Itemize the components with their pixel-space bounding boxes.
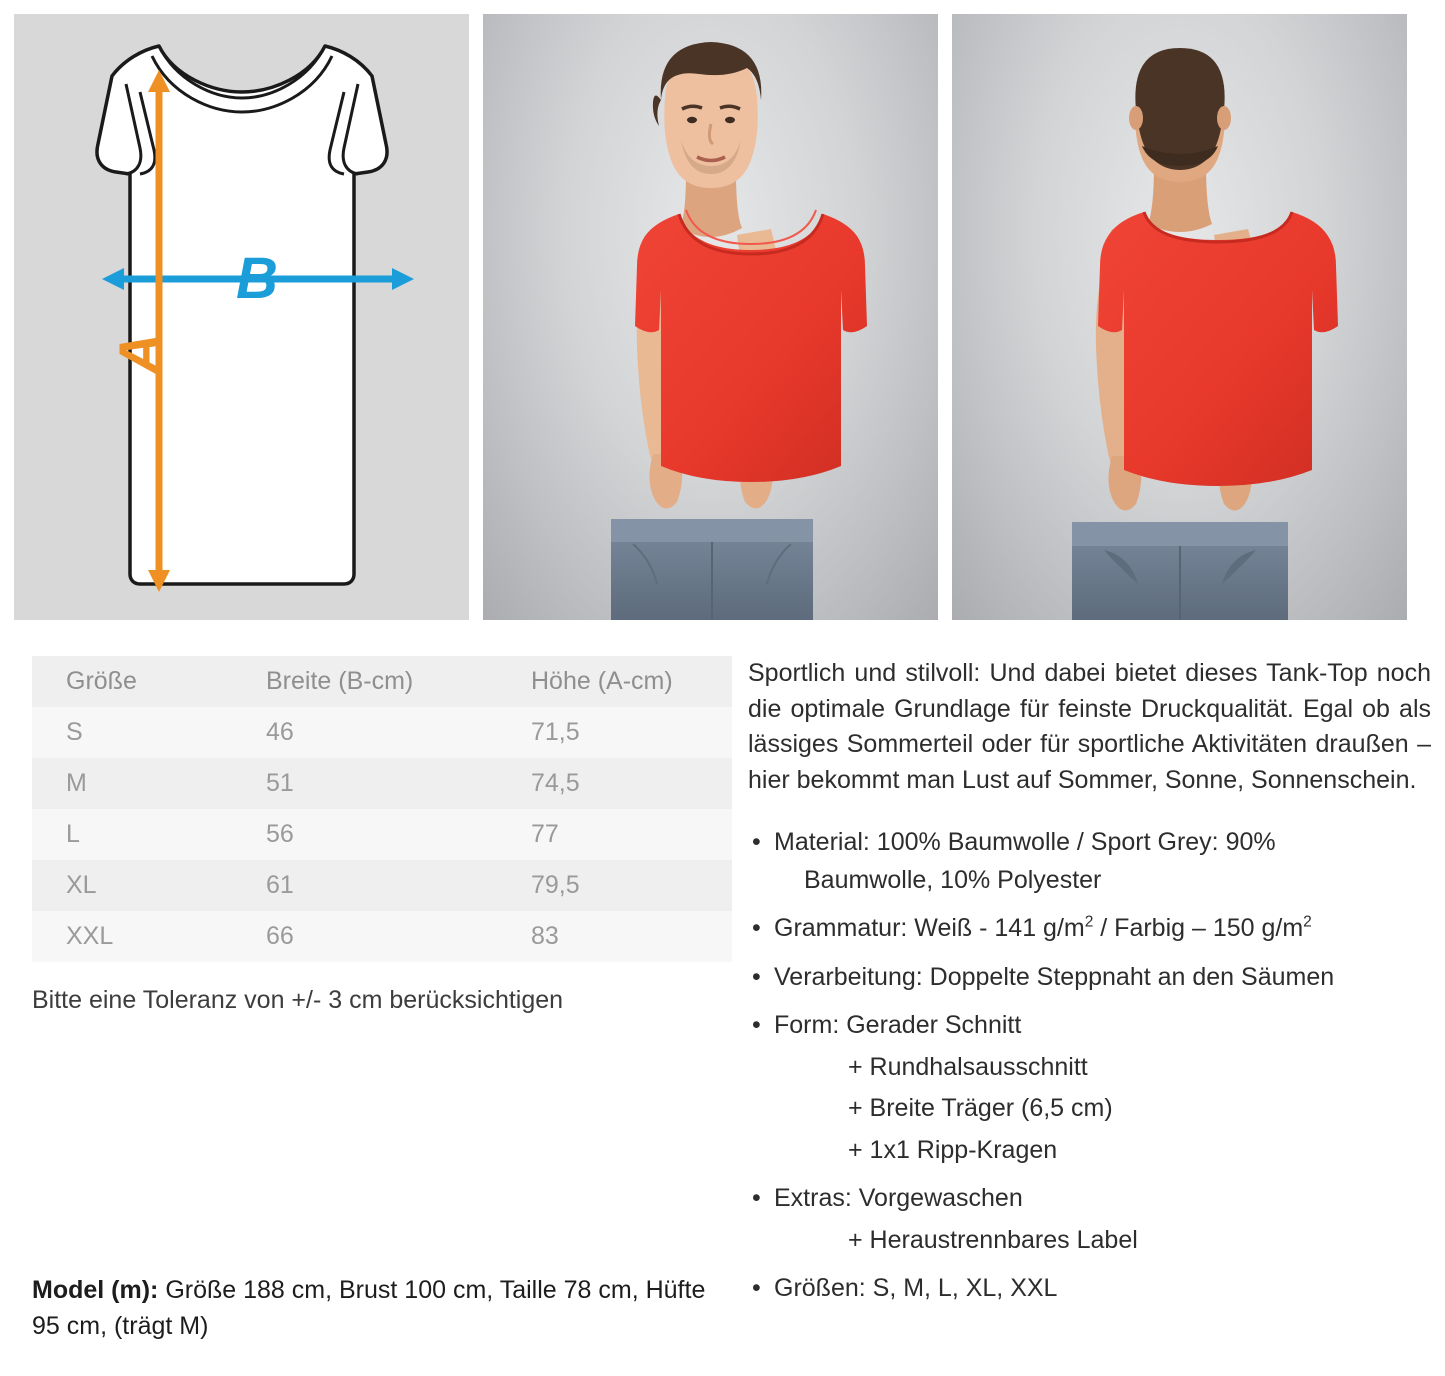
- feature-form-text: Form: Gerader Schnitt: [774, 1011, 1022, 1039]
- header-height: Höhe (A-cm): [531, 667, 673, 695]
- description-column: [748, 656, 1431, 1319]
- feature-extras: [748, 1180, 1431, 1259]
- model-back-illustration: [952, 14, 1407, 620]
- table-row: [32, 809, 732, 860]
- feature-weight-sup2: 2: [1303, 913, 1312, 931]
- cell-width: 56: [266, 820, 294, 848]
- feature-material: [748, 824, 1431, 899]
- model-front-illustration: [483, 14, 938, 620]
- product-image-row: [0, 0, 1445, 620]
- table-row: [32, 707, 732, 758]
- feature-form: [748, 1007, 1431, 1169]
- feature-sizes: [748, 1270, 1431, 1308]
- model-note-label: Model (m):: [32, 1276, 159, 1304]
- cell-height: 79,5: [531, 871, 580, 899]
- feature-processing-text: Verarbeitung: Doppelte Steppnaht an den Säumen: [774, 962, 1335, 991]
- cell-height: 71,5: [531, 718, 580, 746]
- cell-height: 77: [531, 820, 559, 848]
- table-header-row: [32, 656, 732, 707]
- feature-weight-sup1: 2: [1084, 913, 1094, 931]
- table-row: [32, 911, 732, 962]
- table-row: [32, 758, 732, 809]
- size-table: [32, 656, 732, 962]
- cell-size: S: [66, 718, 83, 746]
- measurement-diagram: [14, 14, 469, 620]
- model-note-text: Größe 188 cm, Brust 100 cm, Taille 78 cm, Hüfte 95 cm, (trägt M): [32, 1276, 706, 1341]
- header-width: Breite (B-cm): [266, 667, 414, 695]
- cell-height: 74,5: [531, 769, 580, 797]
- feature-weight-pre: Grammatur: Weiß - 141 g/m: [774, 914, 1085, 942]
- cell-size: XXL: [66, 922, 114, 950]
- model-back-photo: [952, 14, 1407, 620]
- feature-processing: [748, 959, 1431, 997]
- width-label: B: [236, 246, 278, 311]
- height-label: A: [108, 333, 173, 375]
- feature-material-line1: Material: 100% Baumwolle / Sport Grey: 90%: [774, 828, 1276, 856]
- cell-width: 61: [266, 871, 294, 899]
- feature-material-line2: Baumwolle, 10% Polyester: [804, 865, 1102, 894]
- model-note: [32, 1272, 732, 1345]
- feature-list: [748, 824, 1431, 1308]
- model-front-photo: [483, 14, 938, 620]
- cell-size: L: [66, 820, 80, 848]
- feature-weight: [748, 910, 1431, 948]
- feature-form-sub-2: + Breite Träger (6,5 cm): [848, 1094, 1113, 1122]
- header-size: Größe: [66, 667, 137, 695]
- tank-top-outline-icon: [14, 14, 469, 620]
- table-row: [32, 860, 732, 911]
- cell-size: XL: [66, 871, 97, 899]
- cell-width: 66: [266, 922, 294, 950]
- feature-form-sub-1: + Rundhalsausschnitt: [848, 1052, 1088, 1081]
- feature-form-sub-3: + 1x1 Ripp-Kragen: [848, 1135, 1058, 1164]
- cell-size: M: [66, 769, 87, 797]
- cell-width: 46: [266, 718, 294, 746]
- intro-text: Sportlich und stilvoll: Und dabei bietet dieses Tank-Top noch die optimale Grundlage für feinste Druckqualität. Egal ob als lässiges Sommerteil oder für sportliche Aktivitäten draußen – hier bekommt man Lust auf Sommer, Sonne, Sonnenschein.: [748, 659, 1431, 794]
- feature-weight-mid: / Farbig – 150 g/m: [1093, 914, 1304, 942]
- feature-sizes-text: Größen: S, M, L, XL, XXL: [774, 1274, 1058, 1302]
- feature-extras-sub-1: + Heraustrennbares Label: [848, 1225, 1138, 1254]
- tolerance-note: Bitte eine Toleranz von +/- 3 cm berücksichtigen: [32, 986, 564, 1014]
- size-chart-column: [14, 656, 726, 1319]
- cell-width: 51: [266, 769, 294, 797]
- details-section: [0, 620, 1445, 1319]
- cell-height: 83: [531, 922, 559, 950]
- feature-extras-text: Extras: Vorgewaschen: [774, 1184, 1023, 1212]
